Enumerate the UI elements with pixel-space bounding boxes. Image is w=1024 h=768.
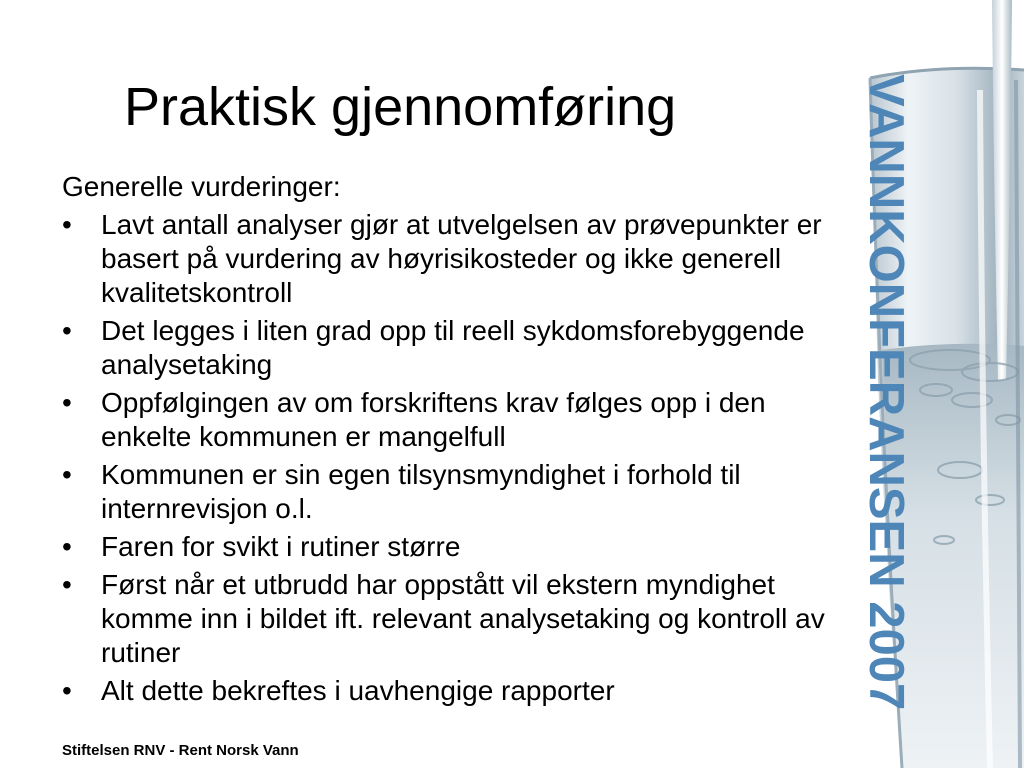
bullet-item [62,530,852,564]
slide-title: Praktisk gjennomføring [124,77,677,137]
bullet-text: Faren for svikt i rutiner større [101,531,461,562]
bullet-item [62,568,852,670]
conference-brand-label: VANNKONFERANSEN 2007 [859,74,913,711]
conference-brand-text [851,74,921,726]
bullet-item [62,674,852,708]
intro-text: Generelle vurderinger: [62,171,341,202]
bullet-item [62,314,852,382]
bullet-text: Alt dette bekreftes i uavhengige rapporter [101,675,615,706]
bullet-text: Kommunen er sin egen tilsynsmyndighet i forhold til internrevisjon o.l. [101,459,741,524]
bullet-text: Først når et utbrudd har oppstått vil ekstern myndighet komme inn i bildet ift. relevant analysetaking og kontroll av rutiner [101,569,825,668]
bullet-item [62,458,852,526]
bullet-dot: • [62,569,72,600]
slide-body [62,170,852,712]
bullet-text: Det legges i liten grad opp til reell sykdomsforebyggende analysetaking [101,315,805,380]
bullet-dot: • [62,315,72,346]
footer-text: Stiftelsen RNV - Rent Norsk Vann [62,742,299,759]
bullet-item [62,386,852,454]
bullet-text: Oppfølgingen av om forskriftens krav følges opp i den enkelte kommunen er mangelfull [101,387,766,452]
bullet-list [62,208,852,708]
bullet-dot: • [62,675,72,706]
bullet-dot: • [62,459,72,490]
bullet-dot: • [62,209,72,240]
bullet-item [62,208,852,310]
bullet-text: Lavt antall analyser gjør at utvelgelsen av prøvepunkter er basert på vurdering av høyrisikosteder og ikke generell kvalitetskontroll [101,209,822,308]
bullet-dot: • [62,531,72,562]
bullet-dot: • [62,387,72,418]
